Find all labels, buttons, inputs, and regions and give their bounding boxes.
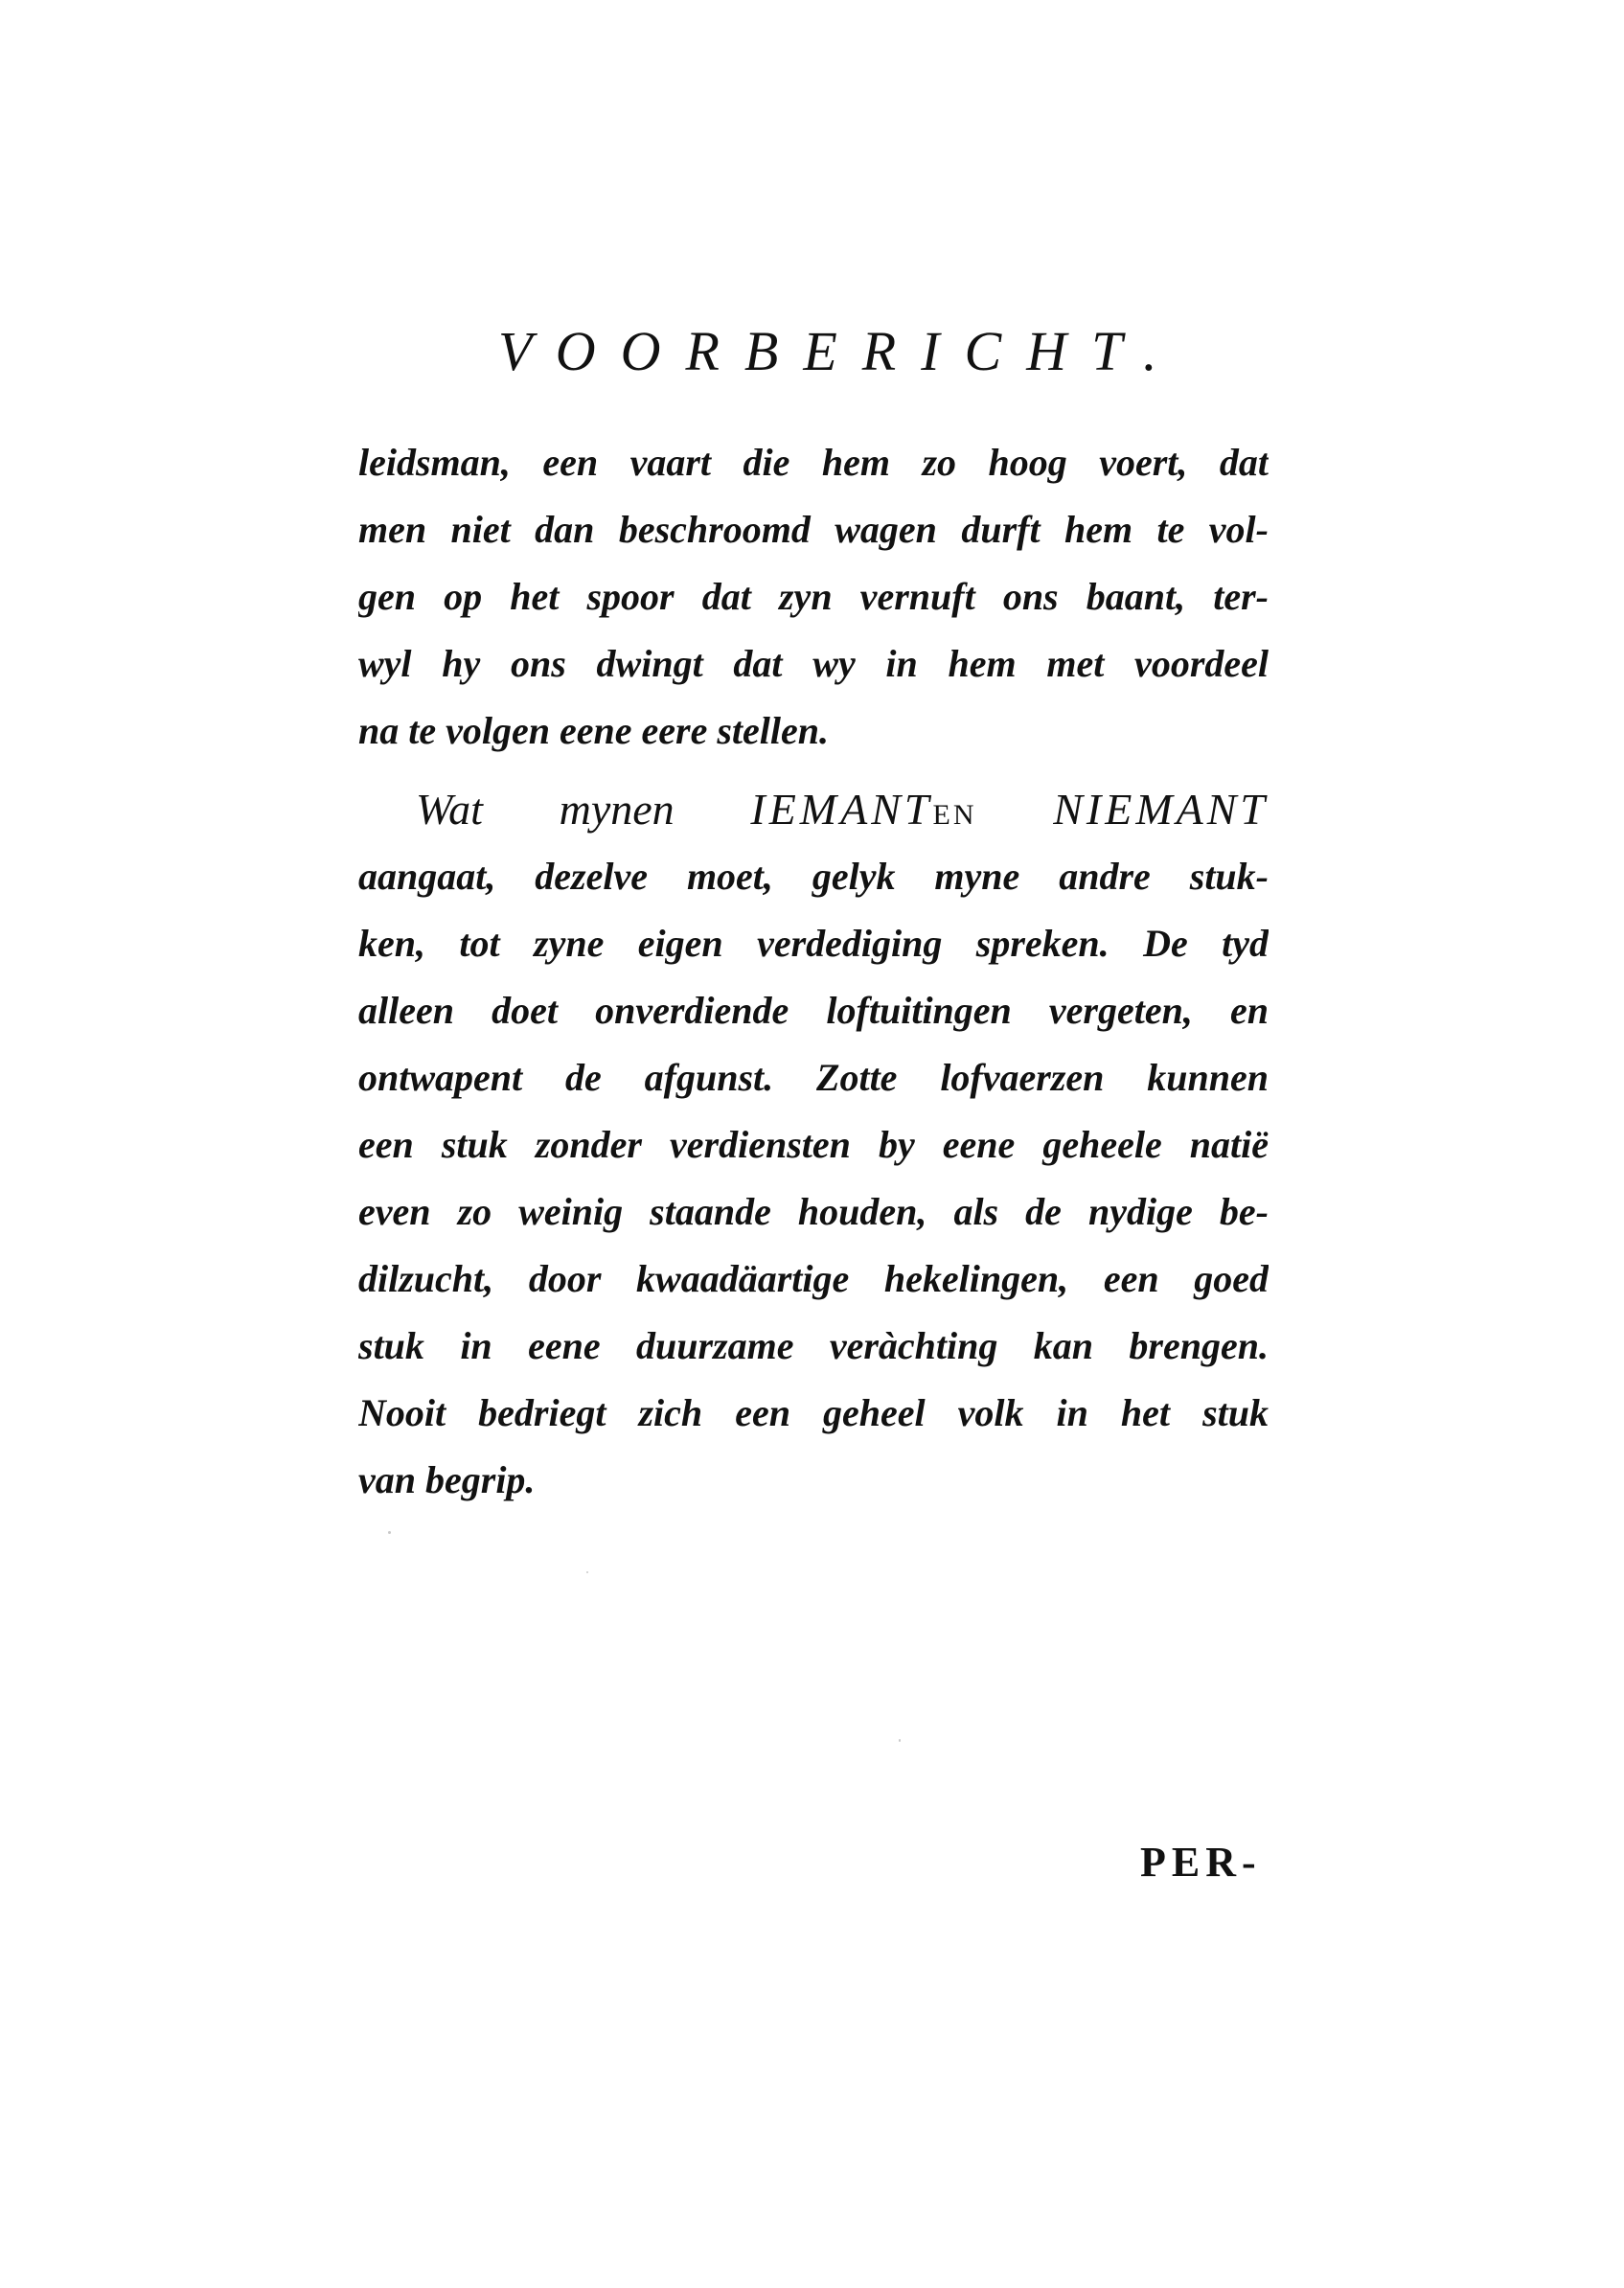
text-line: alleen doet onverdiende loftuitingen vergeten, en [358, 989, 1269, 1032]
text-line: leidsman, een vaart die hem zo hoog voert, dat [358, 441, 1269, 484]
opening-words: Wat mynen [416, 785, 751, 834]
conjunction-en: EN [932, 799, 977, 831]
paper-speck [586, 1571, 588, 1573]
text-line: dilzucht, door kwaadäartige hekelingen, een goed [358, 1257, 1269, 1300]
paper-speck [388, 1531, 391, 1534]
text-line: ken, tot zyne eigen verdediging spreken. De tyd [358, 922, 1269, 965]
catchword: PER- [1140, 1839, 1262, 1886]
paragraph-opening-line [358, 776, 1269, 843]
running-head: VOORBERICHT. [498, 320, 1182, 382]
text-line: aangaat, dezelve moet, gelyk myne andre stuk- [358, 855, 1269, 898]
paragraph-gap [358, 765, 1269, 776]
text-line: wyl hy ons dwingt dat wy in hem met voordeel [358, 642, 1269, 685]
text-line: men niet dan beschroomd wagen durft hem te vol- [358, 508, 1269, 551]
text-line: ontwapent de afgunst. Zotte lofvaerzen kunnen [358, 1056, 1269, 1099]
title-iemant: IEMANT [750, 785, 933, 834]
paper-speck [899, 1739, 901, 1742]
text-line: stuk in eene duurzame veràchting kan brengen. [358, 1324, 1269, 1367]
text-line: van begrip. [358, 1458, 536, 1501]
text-line: Nooit bedriegt zich een geheel volk in het stuk [358, 1391, 1269, 1434]
text-line: na te volgen eene eere stellen. [358, 709, 829, 752]
text-line: even zo weinig staande houden, als de nydige be- [358, 1190, 1269, 1233]
body-text [358, 429, 1269, 1514]
title-niemant: NIEMANT [1053, 785, 1269, 834]
text-line: een stuk zonder verdiensten by eene geheele natië [358, 1123, 1269, 1166]
text-line: gen op het spoor dat zyn vernuft ons baant, ter- [358, 575, 1269, 618]
